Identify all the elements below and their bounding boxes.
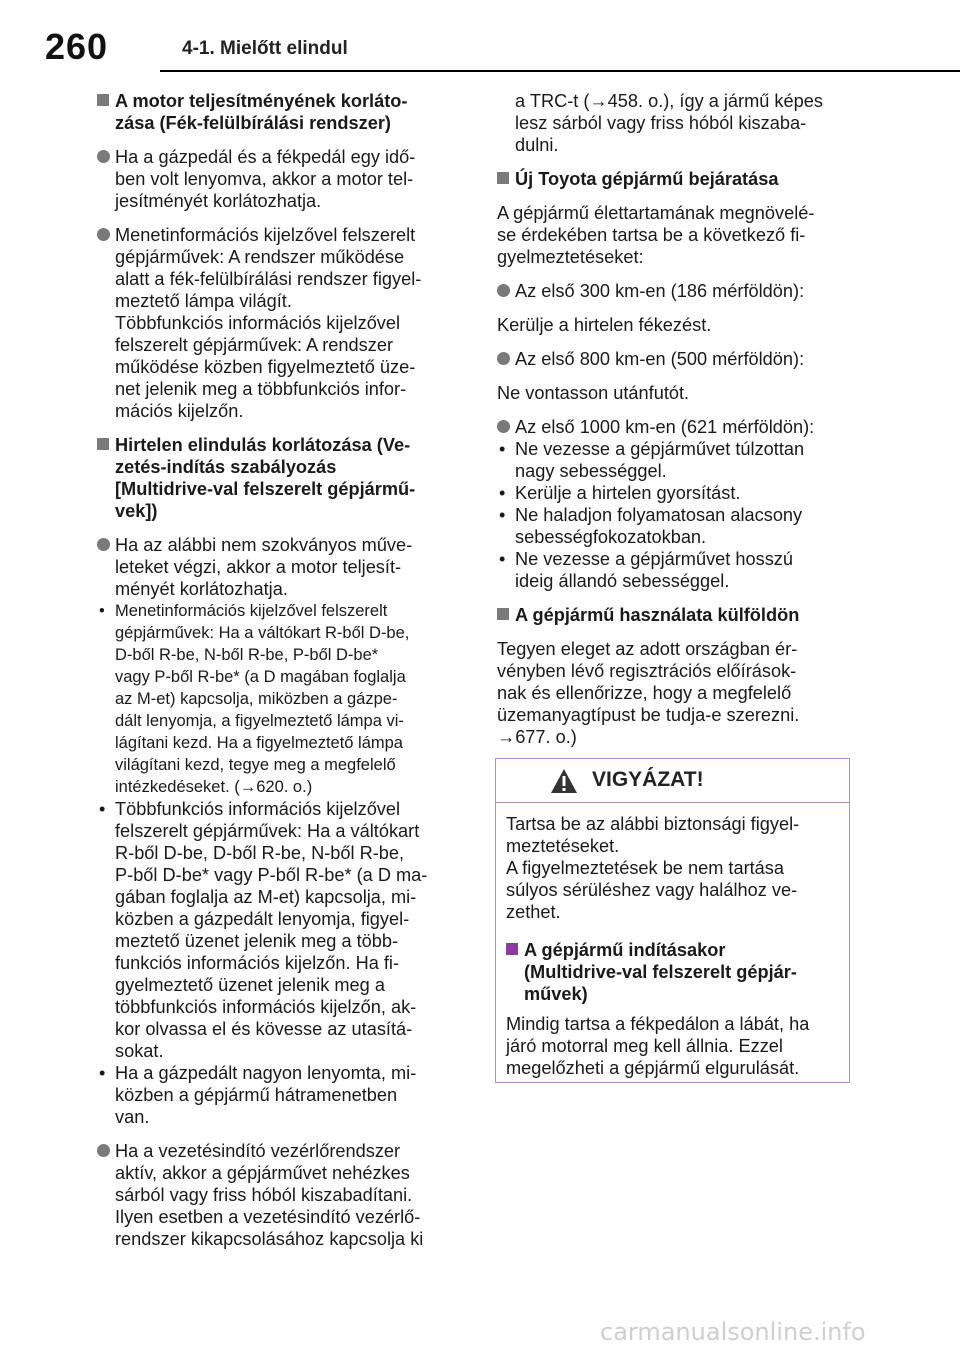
left-column (97, 90, 472, 1262)
bullet-mark: • (499, 505, 506, 525)
heading-sudden-start (97, 434, 472, 522)
bullet-mark: • (499, 439, 506, 459)
list-item-text: Ha a gázpedált nagyon lenyomta, mi- közben a gépjármű hátramenetben van. (115, 1063, 417, 1127)
list-item (497, 504, 857, 548)
heading-break-in (497, 168, 857, 190)
paragraph (97, 146, 472, 212)
warning-box (495, 758, 850, 1083)
warning-text: Mindig tartsa a fékpedálon a lábát, ha járó motorral meg kell állnia. Ezzel megelőzheti a gépjármű elgurulását. (506, 1014, 810, 1078)
bullet-mark: • (99, 602, 105, 620)
bullet-mark: • (99, 1063, 106, 1083)
paragraph-text: Az első 1000 km-en (621 mérföldön): (515, 417, 815, 437)
heading-abroad (497, 604, 857, 626)
paragraph (97, 224, 472, 422)
paragraph (497, 416, 857, 438)
paragraph-text: Ha az alábbi nem szokványos műve- leteket végzi, akkor a motor teljesít- ményét korlátozhatja. (115, 535, 413, 599)
list-item (97, 600, 472, 798)
warning-intro: Tartsa be az alábbi biztonsági figyel- meztetéseket. A figyelmeztetések be nem tartása súlyos sérüléshez vagy halálhoz ve- zethet. (506, 814, 800, 922)
warning-header (496, 759, 849, 803)
list-item (497, 438, 857, 482)
paragraph: Ne vontasson utánfutót. (497, 383, 690, 403)
heading-text: A motor teljesítményének korláto- zása (Fék-felülbírálási rendszer) (115, 91, 408, 133)
bullet-mark: • (99, 799, 106, 819)
warning-triangle-icon (550, 768, 578, 794)
round-bullet-icon (497, 420, 510, 433)
paragraph-text: Ha a vezetésindító vezérlőrendszer aktív, akkor a gépjárművet nehézkes sárból vagy friss hóból kiszabadítani. Ilyen esetben a vezetésindító vezérlő- rendszer kikapcsolásához kapcsolja ki (115, 1141, 424, 1249)
square-bullet-icon (506, 943, 518, 955)
list-item (497, 548, 857, 592)
heading-text: A gépjármű indításakor (Multidrive-val felszerelt gépjár- művek) (524, 940, 797, 1004)
section-title: 4-1. Mielőtt elindul (182, 38, 348, 59)
header-divider (160, 70, 960, 72)
list-item-text: Ne vezesse a gépjárművet túlzottan nagy sebességgel. (515, 439, 805, 481)
list-item (497, 482, 857, 504)
warning-heading (506, 939, 839, 1005)
right-column (497, 90, 857, 760)
page-header (0, 0, 960, 75)
paragraph (97, 1140, 472, 1250)
bullet-mark: • (499, 549, 506, 569)
paragraph (497, 348, 857, 370)
list-item-text: Menetinformációs kijelzővel felszerelt gépjárművek: Ha a váltókart R-ből D-be, D-ből R-be, N-ből R-be, P-ből D-be* vagy P-ből R-be* (a D magában foglalja az M-et) kapcsolja, miközben a gázpe- dált lenyomja, a figyelmeztető lámpa vi- lágítani kezd. Ha a figyelmeztető lámpa világítani kezd, tegye meg a megfelelő intézkedéseket. (→620. o.) (115, 602, 410, 796)
break-in-list (497, 438, 857, 592)
page-number: 260 (45, 26, 109, 67)
list-item-text: Ne haladjon folyamatosan alacsony sebességfokozatokban. (515, 505, 803, 547)
paragraph-text: Az első 300 km-en (186 mérföldön): (515, 281, 805, 301)
paragraph (97, 534, 472, 600)
paragraph: Kerülje a hirtelen fékezést. (497, 315, 712, 335)
paragraph (497, 280, 857, 302)
heading-engine-output-limit (97, 90, 472, 134)
round-bullet-icon (497, 284, 510, 297)
warning-body (496, 803, 849, 1079)
paragraph: Tegyen eleget az adott országban ér- vényben lévő regisztrációs előírások- nak és ellenőrizze, hogy a megfelelő üzemanyagtípust be tudja-e szerezni. →677. o.) (497, 639, 800, 747)
round-bullet-icon (97, 1144, 110, 1157)
warning-title: VIGYÁZAT! (592, 768, 704, 791)
round-bullet-icon (497, 352, 510, 365)
list-item (97, 1062, 472, 1128)
heading-text: A gépjármű használata külföldön (515, 605, 800, 625)
square-bullet-icon (497, 608, 509, 620)
paragraph-text: Ha a gázpedál és a fékpedál egy idő- ben volt lenyomva, akkor a motor tel- jesítményét korlátozhatja. (115, 147, 416, 211)
list-item-text: Többfunkciós információs kijelzővel felszerelt gépjárművek: Ha a váltókart R-ből D-be, D-ből R-be, N-ből R-be, P-ből D-be* vagy P-ből R-be* (a D ma- gában foglalja az M-et) kapcsolja, mi- közben a gázpedált lenyomja, figyel- meztető üzenet jelenik meg a több- funkciós információs kijelzőn. Ha fi- gyelmeztető üzenet jelenik meg a többfunkciós információs kijelzőn, ak- kor olvassa el és kövesse az utasítá- sokat. (115, 799, 428, 1061)
heading-text: Hirtelen elindulás korlátozása (Ve- zetés-indítás szabályozás [Multidrive-val felszerelt gépjármű- vek]) (115, 435, 416, 521)
round-bullet-icon (97, 228, 110, 241)
list-item-text: Ne vezesse a gépjárművet hosszú ideig állandó sebességgel. (515, 549, 794, 591)
round-bullet-icon (97, 150, 110, 163)
watermark: carmanualsonline.info (600, 1318, 866, 1346)
round-bullet-icon (97, 538, 110, 551)
paragraph-text: Menetinformációs kijelzővel felszerelt gépjárművek: A rendszer működése alatt a fék-felülbírálási rendszer figyel- meztető lámpa világít. Többfunkciós információs kijelzővel felszerelt gépjárművek: A rendszer működése közben figyelmeztető üze- net jelenik meg a többfunkciós infor- mációs kijelzőn. (115, 225, 422, 421)
square-bullet-icon (97, 438, 109, 450)
bullet-mark: • (499, 483, 506, 503)
continued-paragraph: a TRC-t (→458. o.), így a jármű képes lesz sárból vagy friss hóból kiszaba- dulni. (515, 91, 823, 155)
square-bullet-icon (97, 94, 109, 106)
list-item (97, 798, 472, 1062)
condition-list (97, 600, 472, 1128)
list-item-text: Kerülje a hirtelen gyorsítást. (515, 483, 741, 503)
square-bullet-icon (497, 172, 509, 184)
paragraph: A gépjármű élettartamának megnövelé- se érdekében tartsa be a következő fi- gyelmeztetéseket: (497, 203, 815, 267)
heading-text: Új Toyota gépjármű bejáratása (515, 169, 779, 189)
paragraph-text: Az első 800 km-en (500 mérföldön): (515, 349, 805, 369)
